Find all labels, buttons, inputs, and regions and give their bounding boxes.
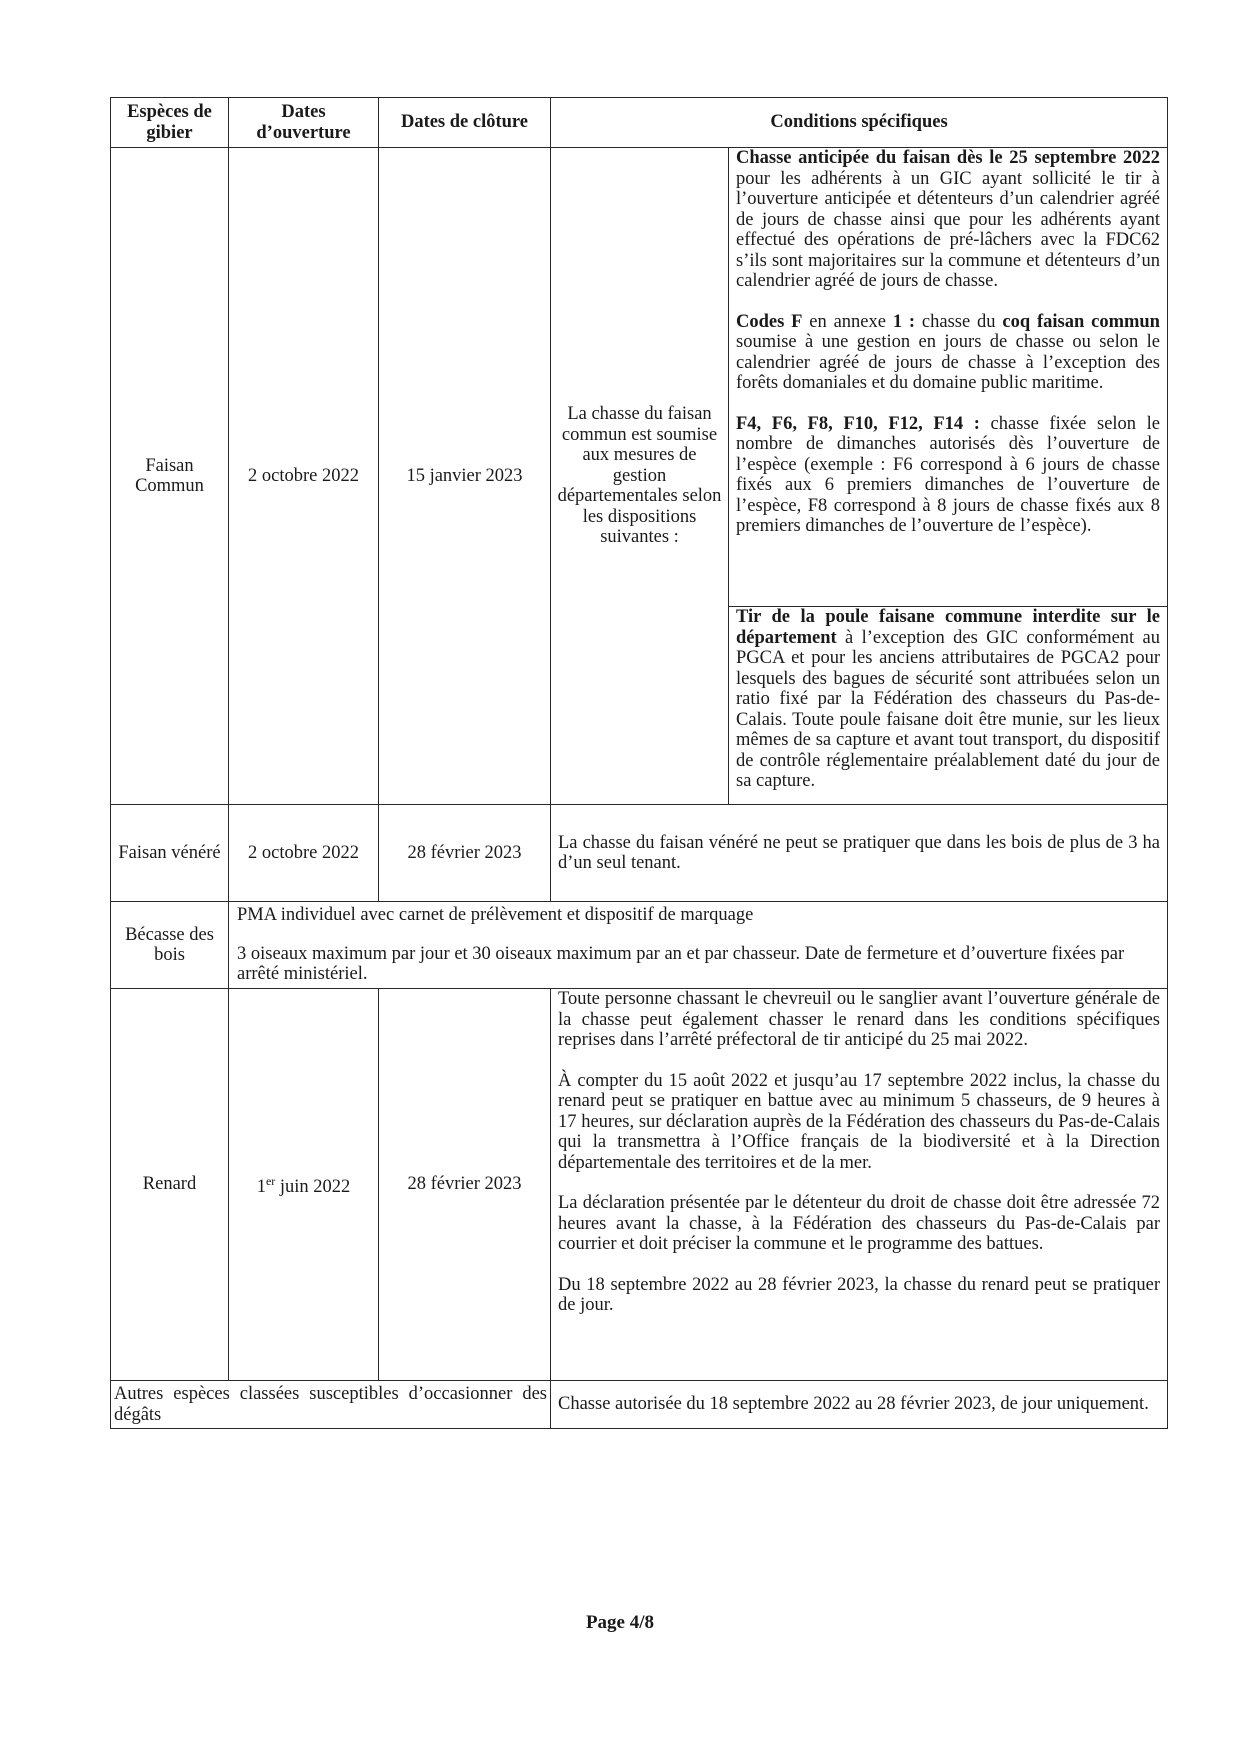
header-species: Espèces de gibier [111,98,229,148]
bold-text: Tir de la poule faisane commune interdite sur le département [736,607,1160,648]
bold-text: 1 : [892,311,916,332]
text: 1 [256,1177,266,1198]
species-becasse: Bécasse des bois [111,902,229,989]
intro-faisan-commun: La chasse du faisan commun est soumise aux mesures de gestion départementales selon les dispositions suivantes : [551,148,729,805]
text: à l’exception des GIC conformément au PGCA et pour les anciens attributaires de PGCA2 pour lesquels des bagues de sécurité sont attribuées selon un ratio fixé par la Fédération des chasseurs du Pas-de-Calais. Toute poule faisane doit être munie, sur les lieux mêmes de sa capture et avant tout transport, du dispositif de contrôle réglementaire préalablement daté du jour de sa capture. [736,627,1160,791]
becasse-pma: PMA individuel avec carnet de prélèvement et dispositif de marquage [237,905,754,926]
paragraph-f-codes [736,414,1160,537]
table-header-row [111,98,1168,148]
header-opening-date: Dates d’ouverture [229,98,379,148]
closing-faisan-commun: 15 janvier 2023 [379,148,551,805]
conditions-poule-faisane [729,607,1168,805]
closing-faisan-venere: 28 février 2023 [379,805,551,902]
paragraph-anticipee [736,148,1160,292]
bold-text: coq faisan commun [1002,311,1160,332]
conditions-renard [551,989,1168,1381]
conditions-faisan-commun [729,148,1168,607]
bold-text: F4, F6, F8, F10, F12, F14 : [736,413,980,434]
bold-text: Chasse anticipée du faisan dès le 25 septembre 2022 [736,148,1160,168]
becasse-limits: 3 oiseaux maximum par jour et 30 oiseaux maximum par an et par chasseur. Date de fermeture et d’ouverture fixées par arrêté ministériel. [237,943,1125,985]
table-row-faisan-venere [111,805,1168,902]
table-row-renard [111,989,1168,1381]
conditions-autres: Chasse autorisée du 18 septembre 2022 au 28 février 2023, de jour uniquement. [551,1381,1168,1429]
paragraph-poule [736,607,1160,792]
species-faisan-commun [111,148,229,805]
species-renard: Renard [111,989,229,1381]
opening-faisan-venere: 2 octobre 2022 [229,805,379,902]
closing-renard: 28 février 2023 [379,989,551,1381]
text: chasse fixée selon le nombre de dimanches autorisés dès l’ouverture de l’espèce (exemple : F6 correspond à 6 jours de chasse fixés aux 6 premiers dimanches de l’ouverture de l’espèce, F8 correspond à 8 jours de chasse fixés aux 8 premiers dimanches de l’ouverture de l’espèce). [736,413,1160,536]
opening-faisan-commun: 2 octobre 2022 [229,148,379,805]
table-row-autres [111,1381,1168,1429]
renard-paragraph-1: Toute personne chassant le chevreuil ou le sanglier avant l’ouverture générale de la chasse peut également chasser le renard dans les conditions spécifiques reprises dans l’arrêté préfectoral de tir anticipé du 25 mai 2022. [558,989,1160,1050]
species-faisan-venere: Faisan vénéré [111,805,229,902]
renard-paragraph-2: À compter du 15 août 2022 et jusqu’au 17 septembre 2022 inclus, la chasse du renard peut se pratiquer en battue avec au minimum 5 chasseurs, de 9 heures à 17 heures, sur déclaration auprès de la Fédération des chasseurs du Pas-de-Calais qui la transmettra à l’Office français de la biodiversité et à la Direction départementale des territoires et de la mer. [558,1070,1160,1173]
table-row-becasse [111,902,1168,989]
header-conditions: Conditions spécifiques [551,98,1168,148]
bold-text: Codes F [736,311,803,332]
species-autres: Autres espèces classées susceptibles d’occasionner des dégâts [111,1381,551,1429]
species-name: Faisan Commun [135,455,204,496]
text: juin 2022 [275,1177,351,1198]
text: en annexe [802,311,893,332]
opening-renard [229,989,379,1381]
superscript: er [265,1174,276,1189]
conditions-becasse [229,902,1168,989]
hunting-regulation-table [110,97,1168,1429]
header-closing-date: Dates de clôture [379,98,551,148]
page-number: Page 4/8 [585,1612,655,1633]
table-row-faisan-commun [111,148,1168,607]
text: chasse du [915,311,1003,332]
paragraph-codes-f [736,312,1160,394]
text: pour les adhérents à un GIC ayant sollicité le tir à l’ouverture anticipée et détenteurs d’un calendrier agréé de jours de chasse ainsi que pour les adhérents ayant effectué des opérations de pré-lâchers avec la FDC62 s’ils sont majoritaires sur la commune et détenteurs d’un calendrier agréé de jours de chasse. [736,168,1160,291]
renard-paragraph-4: Du 18 septembre 2022 au 28 février 2023, la chasse du renard peut se pratiquer de jour. [558,1274,1160,1315]
renard-paragraph-3: La déclaration présentée par le détenteur du droit de chasse doit être adressée 72 heures avant la chasse, à la Fédération des chasseurs du Pas-de-Calais par courrier et doit préciser la commune et le programme des battues. [558,1193,1160,1254]
conditions-faisan-venere: La chasse du faisan vénéré ne peut se pratiquer que dans les bois de plus de 3 ha d’un seul tenant. [551,805,1168,902]
text: soumise à une gestion en jours de chasse ou selon le calendrier agréé de jours de chasse à l’exception des forêts domaniales et du domaine public maritime. [736,332,1160,393]
